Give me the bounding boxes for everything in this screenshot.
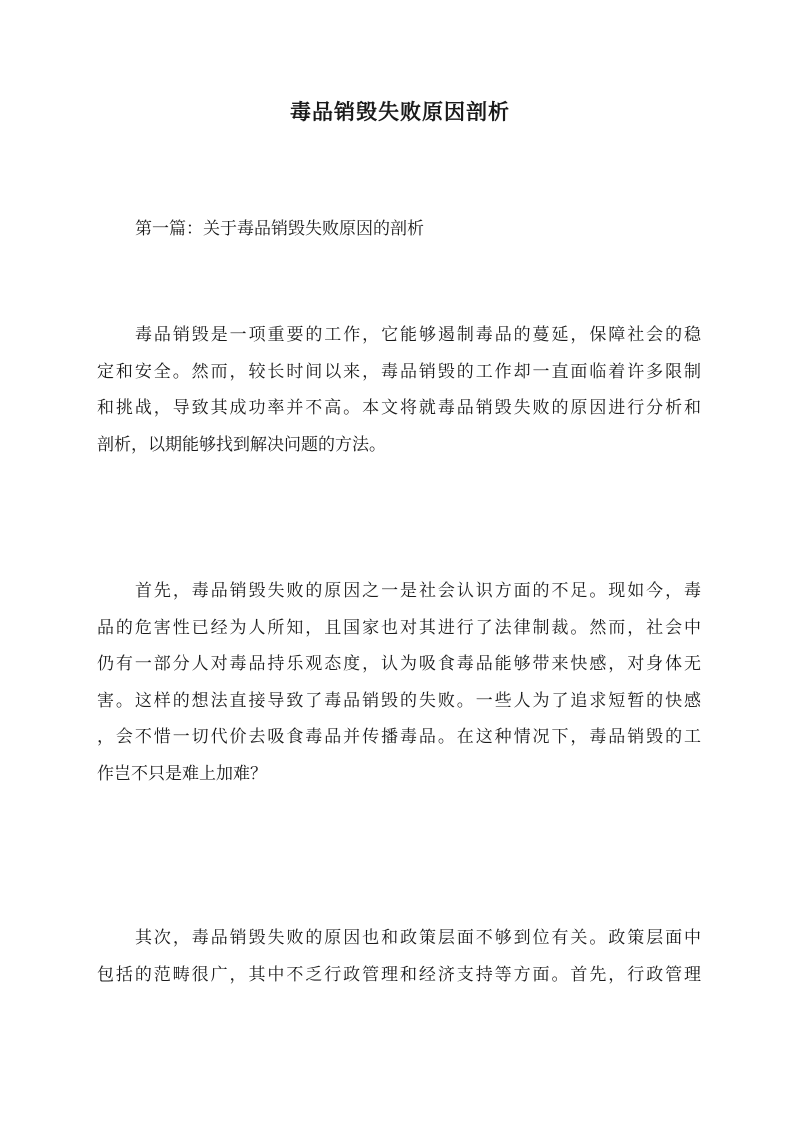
paragraph-policy xyxy=(97,920,701,993)
paragraph-line: 作岂不只是难上加难？ xyxy=(97,763,267,784)
section-heading: 第一篇：关于毒品销毁失败原因的剖析 xyxy=(135,219,424,239)
paragraph-line: 首先，毒品销毁失败的原因之一是社会认识方面的不足。现如今，毒 xyxy=(135,581,701,601)
paragraph-line: 和挑战，导致其成功率并不高。本文将就毒品销毁失败的原因进行分析和 xyxy=(97,398,701,418)
paragraph-line: 品的危害性已经为人所知，且国家也对其进行了法律制裁。然而，社会中 xyxy=(97,617,701,638)
paragraph-intro xyxy=(97,317,701,463)
paragraph-line: 定和安全。然而，较长时间以来，毒品销毁的工作却一直面临着许多限制 xyxy=(97,361,701,382)
paragraph-line: 毒品销毁是一项重要的工作，它能够遏制毒品的蔓延，保障社会的稳 xyxy=(135,325,701,345)
paragraph-line: 害。这样的想法直接导致了毒品销毁的失败。一些人为了追求短暂的快感 xyxy=(97,690,701,711)
paragraph-line: 其次，毒品销毁失败的原因也和政策层面不够到位有关。政策层面中 xyxy=(135,928,701,948)
paragraph-line: 剖析，以期能够找到解决问题的方法。 xyxy=(97,434,386,455)
paragraph-line: 仍有一部分人对毒品持乐观态度，认为吸食毒品能够带来快感，对身体无 xyxy=(97,654,701,674)
paragraph-line: 包括的范畴很广，其中不乏行政管理和经济支持等方面。首先，行政管理 xyxy=(97,964,701,985)
paragraph-social-awareness xyxy=(97,573,701,792)
paragraph-line: ，会不惜一切代价去吸食毒品并传播毒品。在这种情况下，毒品销毁的工 xyxy=(97,727,701,747)
document-title: 毒品销毁失败原因剖析 xyxy=(290,99,510,124)
